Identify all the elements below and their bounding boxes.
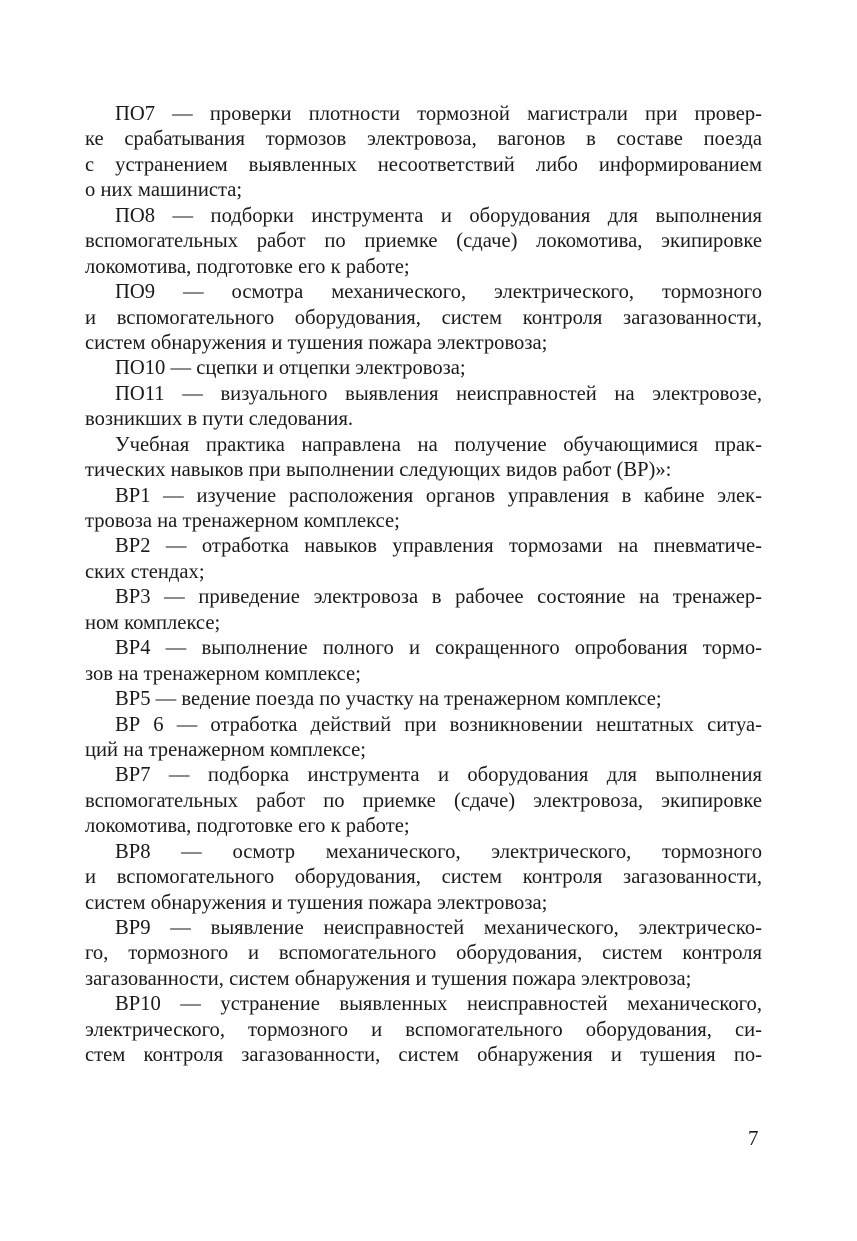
text-line: стем контроля загазованности, систем обнаружения и тушения по-	[85, 1044, 762, 1067]
paragraph	[85, 204, 762, 280]
text-line: ВР1 — изучение расположения органов управления в кабине элек-	[115, 484, 762, 507]
text-line: ПО9 — осмотра механического, электрического, тормозного	[115, 281, 762, 304]
paragraph	[85, 840, 762, 916]
text-line: с устранением выявленных несоответствий либо информированием	[85, 153, 762, 176]
text-line: тических навыков при выполнении следующих видов работ (ВР)»:	[85, 459, 672, 482]
text-line: Учебная практика направлена на получение обучающимися прак-	[115, 433, 762, 456]
text-line: ПО7 — проверки плотности тормозной магистрали при провер-	[115, 103, 762, 125]
text-line: ПО8 — подборки инструмента и оборудования для выполнения	[115, 204, 762, 227]
text-line: вспомогательных работ по приемке (сдаче) локомотива, экипировке	[85, 230, 762, 253]
paragraph	[85, 636, 762, 687]
paragraph	[85, 534, 762, 585]
paragraph	[85, 356, 762, 381]
text-line: ских стендах;	[85, 560, 205, 583]
text-line: ВР5 — ведение поезда по участку на тренажерном комплексе;	[115, 688, 662, 711]
paragraph	[85, 433, 762, 484]
text-line: ВР 6 — отработка действий при возникновении нештатных ситуа-	[115, 713, 762, 736]
paragraph	[85, 102, 762, 204]
text-line: ВР10 — устранение выявленных неисправностей механического,	[115, 993, 762, 1016]
text-line: систем обнаружения и тушения пожара электровоза;	[85, 331, 548, 354]
paragraph	[85, 713, 762, 764]
text-line: ВР4 — выполнение полного и сокращенного опробования тормо-	[115, 637, 762, 660]
text-line: ВР8 — осмотр механического, электрического, тормозного	[115, 840, 762, 863]
paragraph	[85, 585, 762, 636]
text-line: ном комплексе;	[85, 611, 221, 634]
paragraph	[85, 763, 762, 839]
text-line: ВР2 — отработка навыков управления тормозами на пневматиче-	[115, 535, 762, 558]
text-line: систем обнаружения и тушения пожара электровоза;	[85, 891, 548, 914]
paragraph	[85, 992, 762, 1068]
text-line: локомотива, подготовке его к работе;	[85, 815, 410, 838]
text-line: ке срабатывания тормозов электровоза, вагонов в составе поезда	[85, 128, 762, 151]
paragraph	[85, 916, 762, 992]
text-line: ций на тренажерном комплексе;	[85, 738, 366, 761]
paragraph	[85, 280, 762, 356]
paragraph	[85, 484, 762, 535]
text-line: ВР3 — приведение электровоза в рабочее состояние на тренажер-	[115, 586, 762, 609]
text-line: ВР7 — подборка инструмента и оборудования для выполнения	[115, 764, 762, 787]
text-line: и вспомогательного оборудования, систем контроля загазованности,	[85, 866, 762, 889]
paragraph	[85, 382, 762, 433]
page-number: 7	[748, 1126, 759, 1150]
text-line: загазованности, систем обнаружения и тушения пожара электровоза;	[85, 967, 692, 990]
text-line: и вспомогательного оборудования, систем контроля загазованности,	[85, 306, 762, 329]
text-line: электрического, тормозного и вспомогательного оборудования, си-	[85, 1018, 762, 1041]
paragraph	[85, 687, 762, 712]
text-line: возникших в пути следования.	[85, 408, 354, 431]
text-line: о них машиниста;	[85, 179, 243, 202]
text-line: го, тормозного и вспомогательного оборудования, систем контроля	[85, 942, 762, 965]
text-line: вспомогательных работ по приемке (сдаче) электровоза, экипировке	[85, 789, 762, 812]
text-line: зов на тренажерном комплексе;	[85, 662, 361, 685]
document-body	[85, 102, 762, 1069]
text-line: локомотива, подготовке его к работе;	[85, 255, 410, 278]
text-line: тровоза на тренажерном комплексе;	[85, 510, 400, 532]
text-line: ВР9 — выявление неисправностей механического, электрическо-	[115, 917, 762, 939]
text-line: ПО11 — визуального выявления неисправностей на электровозе,	[115, 382, 762, 405]
text-line: ПО10 — сцепки и отцепки электровоза;	[115, 357, 466, 380]
